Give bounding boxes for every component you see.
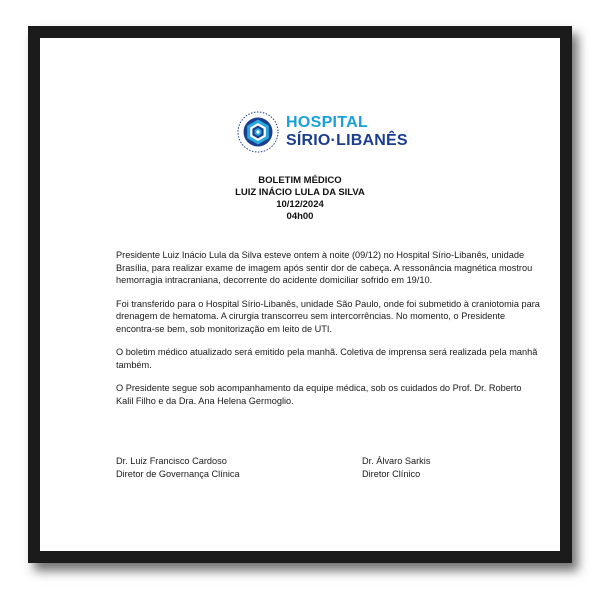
paragraph: Foi transferido para o Hospital Sírio-Libanês, unidade São Paulo, onde foi submetido à craniotomia para drenagem de hematoma. A cirurgia transcorreu sem intercorrências. No momento, o Presidente encontra-se bem, sob monitorização em leito de UTI. [116, 298, 540, 334]
paragraph: Presidente Luiz Inácio Lula da Silva esteve ontem à noite (09/12) no Hospital Sírio-Libanês, unidade Brasília, para realizar exame de imagem após sentir dor de cabeça. A ressonância magnética mostrou hemorragia intracraniana, decorrente do acidente domiciliar sofrido em 19/10. [116, 250, 533, 285]
hospital-logo-text [286, 115, 408, 149]
paragraph: O boletim médico atualizado será emitido pela manhã. Coletiva de imprensa será realizada pela manhã também. [116, 347, 538, 370]
signature-block [116, 455, 240, 480]
bulletin-time: 04h00 [286, 211, 314, 222]
bulletin-date: 10/12/2024 [276, 199, 324, 210]
signer-role: Diretor de Governança Clínica [116, 468, 240, 479]
paragraph: O Presidente segue sob acompanhamento da equipe médica, sob os cuidados do Prof. Dr. Roberto Kalil Filho e da Dra. Ana Helena Germoglio. [116, 383, 522, 406]
document-page [40, 38, 560, 551]
hospital-logo [236, 110, 408, 154]
patient-name: LUIZ INÁCIO LULA DA SILVA [235, 187, 365, 198]
signer-role: Diretor Clínico [362, 468, 421, 479]
logo-line-2: SÍRIO·LIBANÊS [286, 132, 408, 149]
logo-line-1: HOSPITAL [286, 114, 369, 131]
signature-block [362, 455, 430, 480]
signer-name: Dr. Álvaro Sarkis [362, 456, 431, 466]
hospital-emblem-icon [236, 110, 280, 154]
bulletin-body [116, 249, 540, 418]
bulletin-header [40, 175, 560, 223]
signer-name: Dr. Luiz Francisco Cardoso [116, 456, 227, 466]
bulletin-title: BOLETIM MÉDICO [258, 175, 342, 186]
document-frame [28, 26, 572, 563]
